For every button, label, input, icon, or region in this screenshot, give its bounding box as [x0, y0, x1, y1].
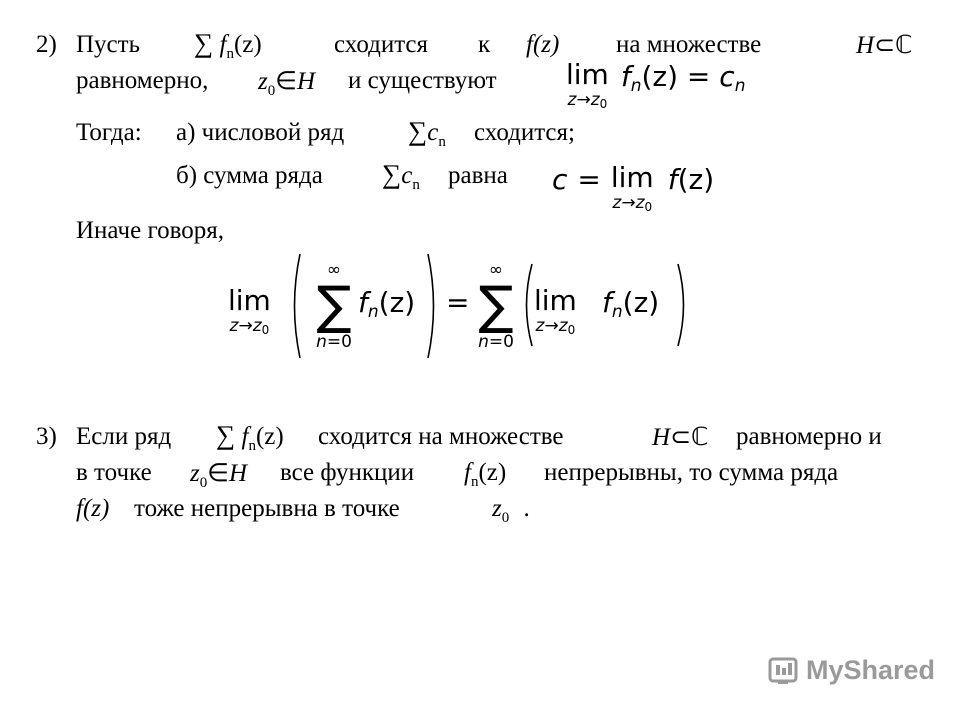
left-big-paren-2: [520, 262, 534, 348]
item2-number: 2): [36, 31, 57, 58]
z0-in-H: [258, 66, 315, 106]
complex-C-symbol: ℂ: [691, 422, 709, 451]
c-symbol: c: [552, 163, 568, 196]
formula-lim-fn-cn: [566, 60, 745, 114]
lim-subscript: z→z0: [567, 90, 608, 111]
f-symbol: f: [464, 459, 471, 486]
n-subscript: n: [470, 474, 479, 490]
H-symbol: H: [297, 68, 316, 95]
zero-subscript: 0: [267, 83, 276, 99]
lim-word: lim: [610, 161, 654, 194]
series-fn-z: [194, 28, 262, 69]
z-argument: (z): [478, 459, 507, 486]
f-of-z-3: f(z): [76, 495, 110, 522]
phrase-continuous: непрерывны, то сумма ряда: [544, 459, 839, 486]
element-of-symbol: ∈: [275, 66, 298, 95]
z0-final: [492, 494, 530, 533]
set-H-subset-C: [856, 30, 912, 61]
z0-in-H-3: [190, 458, 247, 498]
sum-symbol: ∑: [194, 28, 214, 58]
phrase-at-point: в точке: [76, 459, 152, 486]
f-symbol: f: [667, 163, 678, 196]
left-big-paren-1: [288, 252, 302, 360]
lim-operator: [611, 163, 654, 217]
word-converges-a: сходится;: [474, 119, 575, 146]
f-symbol: f: [241, 423, 249, 450]
item2-line1: [76, 30, 140, 60]
equals-sign: =: [577, 163, 601, 196]
phrase-converges-on: сходится на множестве: [318, 423, 564, 450]
n-subscript: n: [412, 177, 420, 193]
z-symbol: z: [258, 68, 268, 95]
period: .: [523, 495, 530, 522]
phrase-also-continuous: тоже непрерывна в точке: [134, 495, 400, 522]
z-argument: (z): [233, 31, 262, 58]
series-fn-z-3: [216, 420, 284, 461]
item-a-label: а) числовой ряд: [176, 119, 345, 146]
word-k: к: [478, 31, 491, 58]
H-symbol: H: [856, 32, 875, 59]
word-on-set: на множестве: [616, 31, 762, 58]
H-symbol: H: [652, 424, 671, 451]
zero-subscript: 0: [199, 475, 208, 491]
word-uniformly: равномерно,: [76, 67, 209, 94]
complex-C-symbol: ℂ: [895, 30, 913, 59]
sum-symbol: ∑: [382, 159, 402, 189]
z-argument: (z): [255, 423, 284, 450]
word-then: Тогда:: [76, 119, 142, 146]
sum-operator-left: ∞ ∑ n=0: [316, 260, 352, 352]
phrase-in-other-words: Иначе говоря,: [76, 217, 224, 244]
fn-equals-cn: fn(z) = cn: [620, 60, 746, 96]
formula-c-lim-f: [552, 163, 714, 217]
c-symbol: c: [427, 119, 439, 146]
n-subscript: n: [248, 438, 256, 454]
item-b-label: б) сумма ряда: [176, 162, 323, 189]
lim-operator: [566, 60, 609, 114]
lim-word: lim: [566, 58, 609, 91]
item3-number: 3): [36, 423, 57, 450]
phrase-all-functions: все функции: [280, 459, 415, 486]
set-H-subset-C-3: [652, 422, 708, 453]
fn-z-right: fn(z): [602, 286, 660, 322]
H-symbol: H: [229, 460, 248, 487]
z-argument: (z): [677, 163, 715, 196]
f-of-z: f(z): [526, 31, 560, 58]
n-subscript: n: [226, 46, 234, 62]
subset-symbol: ⊂: [670, 422, 692, 451]
sum-cn-b: [382, 159, 420, 200]
sum-cn-a: [408, 116, 446, 157]
equals-sign: =: [446, 286, 470, 319]
word-converges: сходится: [334, 31, 429, 58]
zero-subscript: 0: [501, 510, 510, 526]
lim-subscript: z→z0: [612, 193, 653, 214]
sum-symbol: ∑: [216, 420, 236, 450]
myshared-logo-icon: [768, 656, 798, 686]
subset-symbol: ⊂: [874, 30, 896, 59]
sum-operator-right: ∞ ∑ n=0: [478, 260, 514, 352]
word-equals: равна: [448, 162, 508, 189]
phrase-and-exist: и существуют: [348, 67, 497, 94]
right-big-paren-1: [426, 252, 440, 360]
fn-z-3: [464, 458, 506, 497]
c-symbol: c: [401, 162, 413, 189]
phrase-uniformly-and: равномерно и: [736, 423, 882, 450]
word-pust: Пусть: [76, 31, 140, 58]
sum-symbol: ∑: [408, 116, 428, 146]
right-big-paren-2: [676, 262, 690, 348]
watermark-brand: MyShared: [806, 655, 936, 685]
z-symbol: z: [492, 495, 502, 522]
f-symbol: f: [219, 31, 227, 58]
z-symbol: z: [190, 460, 200, 487]
formula-lim-sum-interchange: [228, 252, 708, 362]
lim-operator-right: lim z→z0: [534, 284, 577, 337]
n-subscript: n: [438, 134, 446, 150]
phrase-if-series: Если ряд: [76, 423, 172, 450]
lim-operator-left: lim z→z0: [228, 284, 271, 337]
element-of-symbol: ∈: [207, 458, 230, 487]
fn-z-left: fn(z): [358, 286, 416, 322]
